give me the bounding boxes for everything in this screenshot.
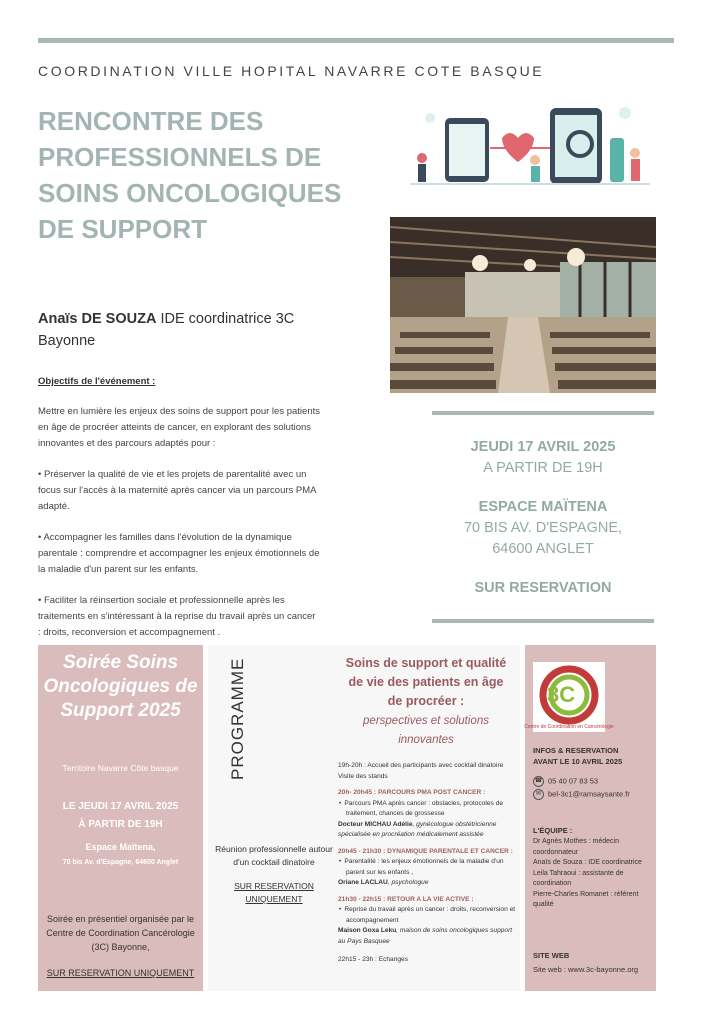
email-address[interactable]: bel-3c1@ramsaysante.fr <box>548 789 630 799</box>
medical-illustration <box>410 98 650 196</box>
session-heading: 20h- 20h45 : PARCOURS PMA POST CANCER : <box>338 789 486 796</box>
author-role: IDE coordinatrice 3C Bayonne <box>38 311 295 349</box>
objective-item: • Accompagner les familles dans l'évolution de la dynamique parentale : comprendre et accompagner les enjeux émotionnels de la maladie d'un parent sur les enfants. <box>38 532 320 575</box>
team-member: Pierre-Charles Romanet : référent qualité <box>533 890 639 908</box>
session-heading: 21h30 - 22h15 : RETOUR A LA VIE ACTIVE : <box>338 895 474 903</box>
evening-date-day: LE JEUDI 17 AVRIL 2025 <box>62 801 179 812</box>
program-label: PROGRAMME <box>228 657 247 780</box>
objectives-intro: Mettre en lumière les enjeux des soins de support pour les patients en âge de procréer atteints de cancer, en explorant des solutions innovantes et des parcours adaptés pour : <box>38 406 320 449</box>
organizer-text: Soirée en présentiel organisée par le Centre de Coordination Cancérologie (3C) Bayonne, <box>46 914 195 952</box>
info-heading <box>533 745 622 767</box>
evening-date <box>38 798 203 834</box>
session-speaker: Oriane LACLAU, psychologue <box>338 879 429 886</box>
event-date: JEUDI 17 AVRIL 2025 <box>470 439 616 455</box>
event-address-line2: 64600 ANGLET <box>492 541 594 557</box>
program-reservation: SUR RESERVATION UNIQUEMENT <box>234 881 314 904</box>
objective-item: • Faciliter la réinsertion sociale et professionnelle après les traitements en s'intéressant à la reprise du travail après un cancer : droits, reconversion et accompagnement . <box>38 595 316 638</box>
session-item: • Parentalité : les enjeux émotionnels de la maladie d'un parent sur les enfants , <box>346 857 518 878</box>
website-heading: SITE WEB <box>533 951 570 960</box>
territory-label: Territoire Navarre Côte basque <box>62 763 179 773</box>
evening-venue <box>38 840 203 870</box>
event-time: A PARTIR DE 19H <box>483 460 603 476</box>
event-reservation: SUR RESERVATION <box>474 580 612 596</box>
evening-venue-name: Espace Maïtena, <box>85 842 156 852</box>
email-line <box>533 789 630 800</box>
organization-name: COORDINATION VILLE HOPITAL NAVARRE COTE BASQUE <box>38 63 545 79</box>
phone-icon: ☎ <box>533 776 544 787</box>
phone-line <box>533 776 598 787</box>
program-title: Soins de support et qualité de vie des patients en âge de procréer : <box>345 656 507 708</box>
program-schedule <box>338 761 518 966</box>
phone-number[interactable]: 05 40 07 83 53 <box>548 776 599 786</box>
team-heading: L'ÉQUIPE : <box>533 826 573 835</box>
divider <box>432 619 654 623</box>
author-name: Anaïs DE SOUZA <box>38 311 157 327</box>
reservation-note: SUR RESERVATION UNIQUEMENT <box>46 968 195 978</box>
author-block <box>38 308 338 352</box>
objective-item: • Préserver la qualité de vie et les projets de parentalité avec un focus sur l'accès à la maternité après cancer via un parcours PMA adapté. <box>38 469 316 512</box>
event-address-line1: 70 BIS AV. D'ESPAGNE, <box>463 520 623 536</box>
session-speaker: Docteur MICHAU Adélie, gynécologue obstétricienne spécialisée en procréation médicalement assistée <box>338 820 497 838</box>
session-item: • Reprise du travail après un cancer : droits, reconversion et accompagnement <box>346 905 518 926</box>
evening-title: Soirée Soins Oncologiques de Support 2025 <box>43 652 198 721</box>
session-item: • Parcours PMA après cancer : obstacles, protocoles de traitement, chances de grossesse <box>346 799 518 820</box>
program-subtitle: perspectives et solutions innovantes <box>363 715 489 746</box>
page-title: RENCONTRE DES PROFESSIONNELS DE SOINS ONCOLOGIQUES DE SUPPORT <box>38 106 342 244</box>
3c-logo <box>524 662 614 732</box>
objectives-heading: Objectifs de l'événement : <box>38 376 156 387</box>
session-speaker: Maison Goxa Leku, maison de soins oncologiques support au Pays Basquee <box>338 927 513 945</box>
schedule-closing: 22h15 - 23h : Echanges <box>338 956 409 963</box>
svg-text:Centre de Coordination en Canc: Centre de Coordination en Cancérologie <box>524 724 614 730</box>
meeting-description: Réunion professionnelle autour d'un cocktail dinatoire <box>215 844 333 867</box>
event-venue-block <box>432 497 654 560</box>
evening-venue-address: 70 bis Av. d'Espagne, 64600 Anglet <box>62 859 179 866</box>
info-heading-line1: INFOS & RESERVATION <box>533 746 619 755</box>
objectives-body <box>38 404 320 656</box>
info-heading-line2: AVANT LE 10 AVRIL 2025 <box>533 757 623 766</box>
conference-room-photo <box>390 217 656 393</box>
email-icon: ✉ <box>533 789 544 800</box>
schedule-welcome: 19h-20h : Accueil des participants avec cocktail dinatoire Visite des stands <box>338 762 504 780</box>
svg-text:3C: 3C <box>547 682 576 707</box>
session-heading: 20h45 - 21h30 : DYNAMIQUE PARENTALE ET CANCER : <box>338 847 513 855</box>
evening-date-time: À PARTIR DE 19H <box>78 819 163 830</box>
team-member: Leila Tahraoui : assistante de coordination <box>533 869 624 887</box>
team-list <box>533 837 653 911</box>
event-date-block <box>432 437 654 479</box>
divider <box>432 411 654 415</box>
top-divider <box>38 38 674 43</box>
website-link[interactable]: Site web : www.3c-bayonne.org <box>533 965 639 974</box>
event-venue: ESPACE MAÏTENA <box>478 499 608 515</box>
team-member: Dr Agnès Mothes : médecin coordonnateur <box>533 838 619 856</box>
team-member: Anaïs de Souza : IDE coordinatrice <box>533 859 642 866</box>
